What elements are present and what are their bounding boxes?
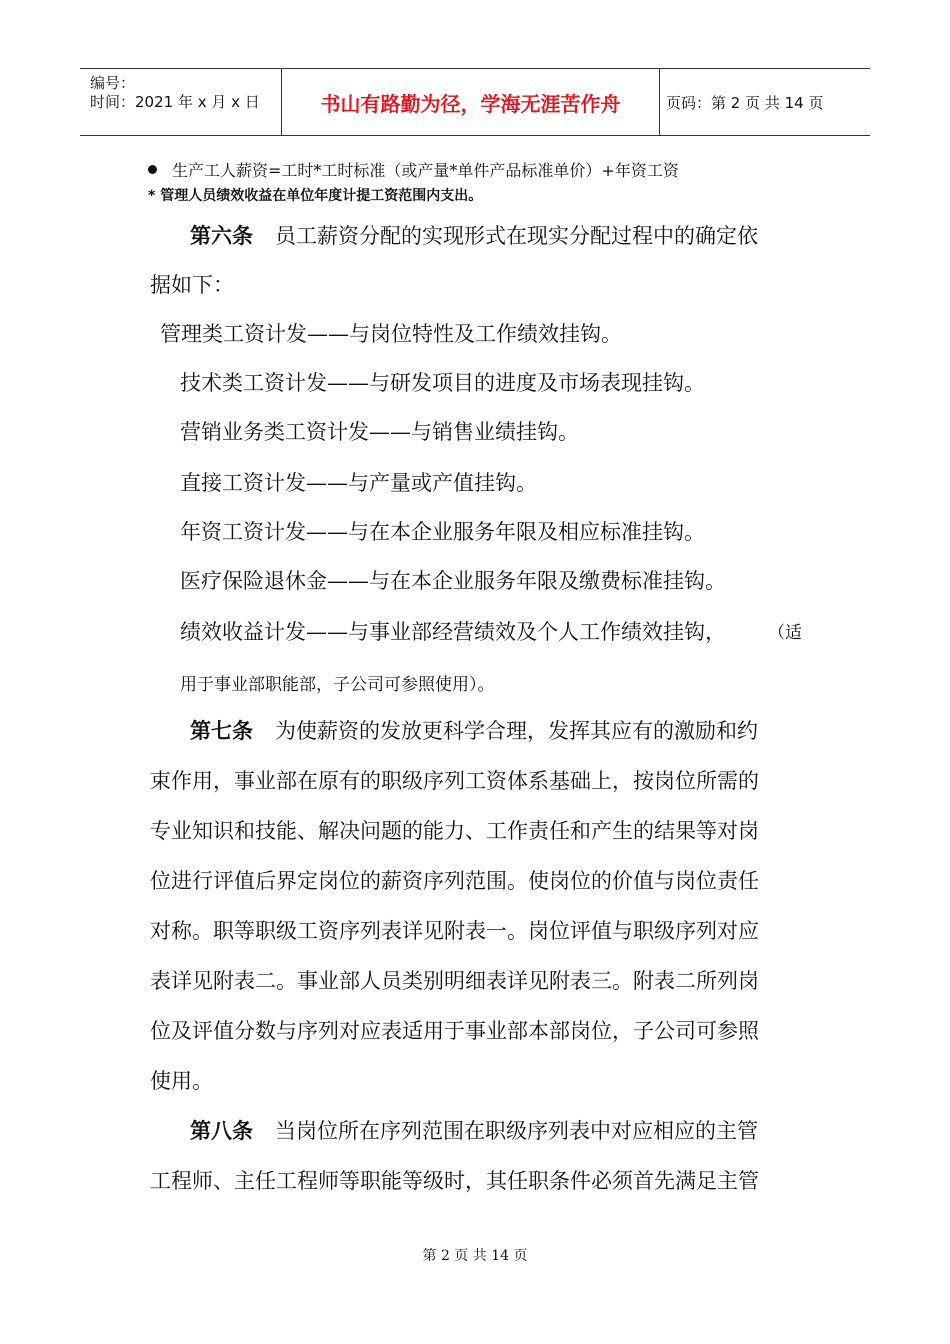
bullet-item: [148, 161, 679, 181]
article-8-text-1: 当岗位所在序列范围在职级序列表中对应相应的主管: [275, 1119, 758, 1143]
bullet-text: 生产工人薪资=工时*工时标准（或产量*单件产品标准单价）+年资工资: [172, 161, 679, 180]
list-item: 营销业务类工资计发——与销售业绩挂钩。: [180, 420, 579, 444]
article-7-text-1: 为使薪资的发放更科学合理，发挥其应有的激励和约: [275, 719, 758, 743]
article-7-title: 第七条: [190, 719, 253, 743]
header-meta-cell: [80, 69, 282, 135]
article-8-line-1: [190, 1117, 758, 1145]
header-motto: 书山有路勤为径，学海无涯苦作舟: [282, 69, 660, 135]
article-8-title: 第八条: [190, 1119, 253, 1143]
article-6-text-1: 员工薪资分配的实现形式在现实分配过程中的确定依: [275, 224, 758, 248]
article-7-line: 表详见附表二。事业部人员类别明细表详见附表三。附表二所列岗: [150, 969, 759, 993]
page-footer: 第 2 页 共 14 页: [422, 1248, 528, 1264]
list-item: 管理类工资计发——与岗位特性及工作绩效挂钩。: [160, 322, 622, 346]
article-6-line-2: 据如下：: [150, 273, 234, 297]
list-item: 绩效收益计发——与事业部经营绩效及个人工作绩效挂钩，: [180, 620, 726, 644]
article-6-line-1: [190, 222, 758, 250]
page-header: [80, 68, 870, 136]
article-7-line: 对称。职等职级工资序列表详见附表一。岗位评值与职级序列对应: [150, 919, 759, 943]
list-item: 技术类工资计发——与研发项目的进度及市场表现挂钩。: [180, 371, 705, 395]
article-7-line: 使用。: [150, 1069, 213, 1093]
article-7-line: 束作用，事业部在原有的职级序列工资体系基础上，按岗位所需的: [150, 769, 759, 793]
list-item: 年资工资计发——与在本企业服务年限及相应标准挂钩。: [180, 520, 705, 544]
document-date: 时间：2021 年 x 月 x 日: [90, 93, 260, 111]
list-item-tail: （适: [768, 623, 802, 643]
article-7-line-1: [190, 717, 758, 745]
list-item: 医疗保险退休金——与在本企业服务年限及缴费标准挂钩。: [180, 569, 726, 593]
document-number-label: 编号：: [90, 74, 136, 92]
article-7-line: 位进行评值后界定岗位的薪资序列范围。使岗位的价值与岗位责任: [150, 869, 759, 893]
article-8-line: 工程师、主任工程师等职能等级时，其任职条件必须首先满足主管: [150, 1169, 759, 1193]
article-6-title: 第六条: [190, 224, 253, 248]
bullet-icon: [148, 165, 157, 174]
note-text: * 管理人员绩效收益在单位年度计提工资范围内支出。: [148, 188, 483, 204]
article-7-line: 专业知识和技能、解决问题的能力、工作责任和产生的结果等对岗: [150, 819, 759, 843]
list-item-continuation: 用于事业部职能部，子公司可参照使用）。: [180, 675, 495, 695]
header-page-info: 页码：第 2 页 共 14 页: [666, 93, 824, 112]
article-7-line: 位及评值分数与序列对应表适用于事业部本部岗位，子公司可参照: [150, 1019, 759, 1043]
list-item: 直接工资计发——与产量或产值挂钩。: [180, 471, 537, 495]
